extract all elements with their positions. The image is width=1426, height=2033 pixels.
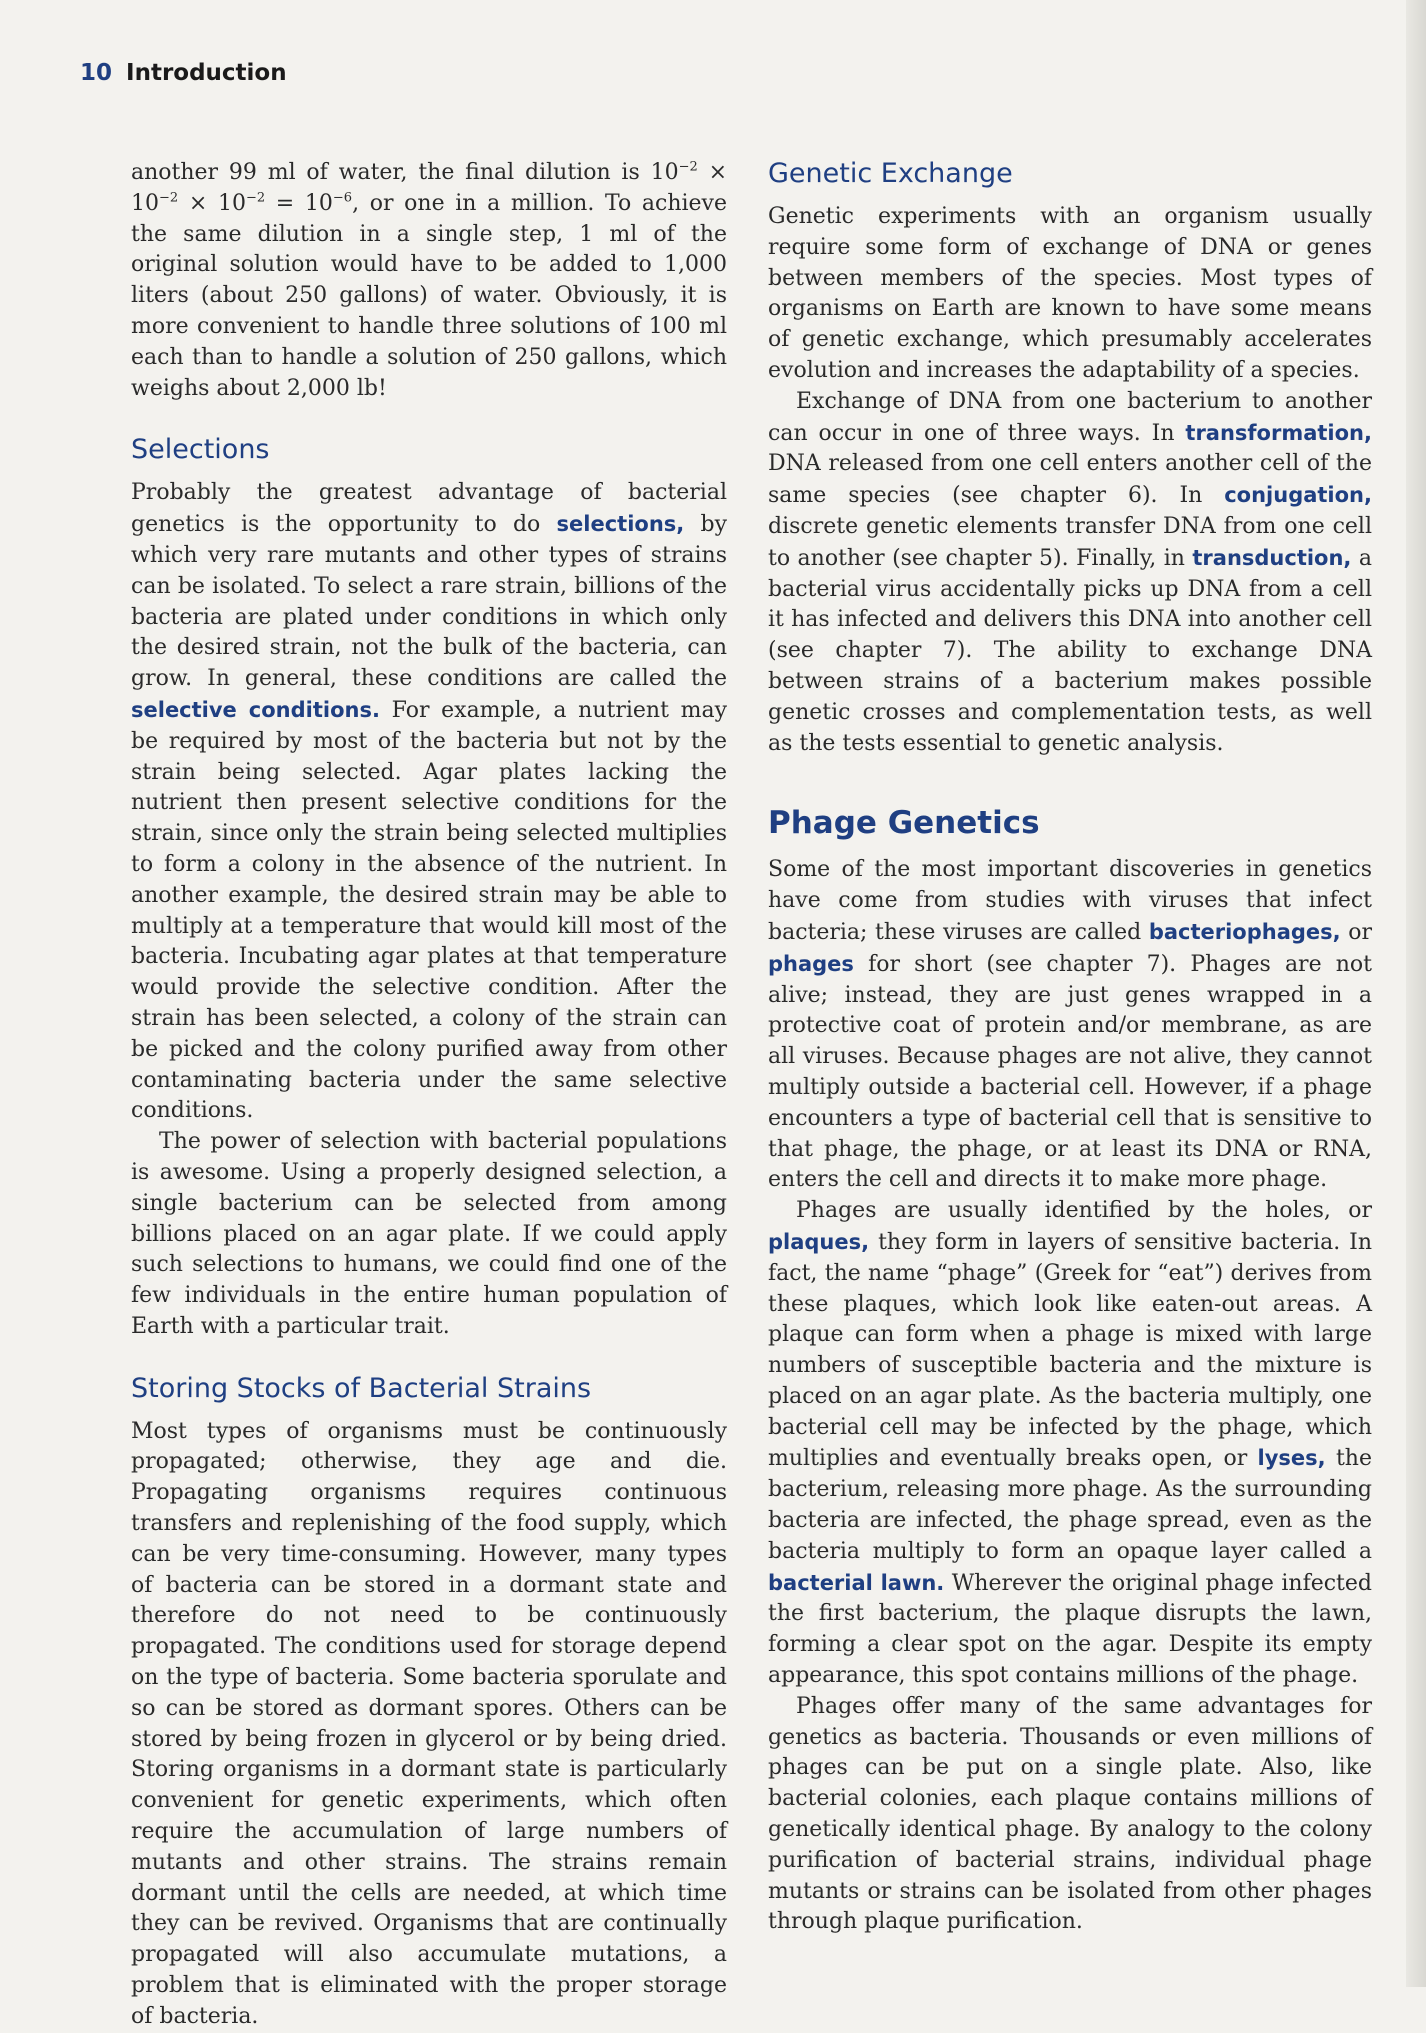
term-conjugation: conjugation, [1224, 483, 1372, 508]
genetic-exchange-heading: Genetic Exchange [768, 158, 1013, 189]
selections-paragraph-2: The power of selection with bacterial populations is awesome. Using a properly designed selection, a single bacterium can be selected from among billions placed on an agar plate. If we could apply such selections to humans, we could find one of the few individuals in the entire human population of Earth with a particular trait. [131, 1129, 727, 1339]
exchange-paragraph-2: Exchange of DNA from one bacterium to another can occur in one of three ways. In transformation, DNA released from one cell enters another cell of the same species (see chapter 6). In conjugation, discrete genetic elements transfer DNA from one cell to another (see chapter 5). Finally, in transduction, a bacterial virus accidentally picks up DNA from a cell it has infected and delivers this DNA into another cell (see chapter 7). The ability to exchange DNA between strains of a bacterium makes possible genetic crosses and complementation tests, as well as the tests essential to genetic analysis. [768, 388, 1373, 756]
selections-paragraph-1: Probably the greatest advantage of bacterial genetics is the opportunity to do selections, by which very rare mutants and other types of strains can be isolated. To select a rare strain, billions of the bacteria are plated under conditions in which only the desired strain, not the bulk of the bacteria, can grow. In general, these conditions are called the selective conditions. For example, a nutrient may be required by most of the bacteria but not by the strain being selected. Agar plates lacking the nutrient then present selective conditions for the strain, since only the strain being selected multiplies to form a colony in the absence of the nutrient. In another example, the desired strain may be able to multiply at a temperature that would kill most of the bacteria. Incubating agar plates at that temperature would provide the selective condition. After the strain has been selected, a colony of the strain can be picked and the colony purified away from other contaminating bacteria under the same selective conditions. [131, 480, 727, 1124]
dilution-paragraph: another 99 ml of water, the final dilution is $10^{-2} \times 10^{-2} \times 10^{-2} = 10^{-6}$, or one in a million. To achieve the same dilution in a single step, 1 ml of the original solution would have to be added to 1,000 liters (about 250 gallons) of water. Obviously, it is more convenient to handle three solutions of 100 ml each than to handle a solution of 250 gallons, which weighs about 2,000 lb! [131, 159, 728, 401]
term-lyses: lyses, [1257, 1446, 1326, 1471]
phage-paragraph-3: Phages offer many of the same advantages for genetics as bacteria. Thousands or even millions of phages can be put on a single plate. Also, like bacterial colonies, each plaque contains millions of genetically identical phage. By analogy to the colony purification of bacterial strains, individual phage mutants or strains can be isolated from other phages through plaque purification. [768, 1693, 1372, 1935]
right-column [768, 158, 1372, 1938]
exchange-paragraph-1: Genetic experiments with an organism usually require some form of exchange of DNA or genes between members of the species. Most types of organisms on Earth are known to have some means of genetic exchange, which presumably accelerates evolution and increases the adaptability of a species. [768, 204, 1372, 383]
term-transformation: transformation, [1185, 420, 1372, 445]
running-header [80, 60, 287, 86]
term-bacterial-lawn: bacterial lawn. [768, 1570, 945, 1595]
phage-paragraph-1: Some of the most important discoveries in genetics have come from studies with viruses that infect bacteria; these viruses are called bacteriophages, or phages for short (see chapter 7). Phages are not alive; instead, they are just genes wrapped in a protective coat of protein and/or membrane, as are all viruses. Because phages are not alive, they cannot multiply outside a bacterial cell. However, if a phage encounters a type of bacterial cell that is sensitive to that phage, the phage, or at least its DNA or RNA, enters the cell and directs it to make more phage. [768, 857, 1372, 1193]
storing-heading: Storing Stocks of Bacterial Strains [131, 1372, 592, 1404]
phage-genetics-heading: Phage Genetics [768, 805, 1040, 842]
chapter-title: Introduction [126, 60, 287, 86]
phage-paragraph-2: Phages are usually identified by the holes, or plaques, they form in layers of sensitive bacteria. In fact, the name “phage” (Greek for “eat”) derives from these plaques, which look like eaten-out areas. A plaque can form when a phage is mixed with large numbers of susceptible bacteria and the mixture is placed on an agar plate. As the bacteria multiply, one bacterial cell may be infected by the phage, which multiplies and eventually breaks open, or lyses, the bacterium, releasing more phage. As the surrounding bacteria are infected, the phage spread, even as the bacteria multiply to form an opaque layer called a bacterial lawn. Wherever the original phage infected the first bacterium, the plaque disrupts the lawn, forming a clear spot on the agar. Despite its empty appearance, this spot contains millions of the phage. [768, 1198, 1372, 1689]
page-edge [1406, 0, 1426, 1987]
page-number: 10 [80, 60, 113, 86]
term-transduction: transduction, [1192, 545, 1352, 570]
term-phages: phages [768, 951, 854, 976]
term-plaques: plaques, [768, 1229, 870, 1254]
storing-paragraph: Most types of organisms must be continuously propagated; otherwise, they age and die. Propagating organisms requires continuous transfers and replenishing of the food supply, which can be very time-consuming. However, many types of bacteria can be stored in a dormant state and therefore do not need to be continuously propagated. The conditions used for storage depend on the type of bacteria. Some bacteria sporulate and so can be stored as dormant spores. Others can be stored by being frozen in glycerol or by being dried. Storing organisms in a dormant state is particularly convenient for genetic experiments, which often require the accumulation of large numbers of mutants and other strains. The strains remain dormant until the cells are needed, at which time they can be revived. Organisms that are continually propagated will also accumulate mutations, a problem that is eliminated with the proper storage of bacteria. [131, 1418, 727, 2029]
selections-heading: Selections [131, 434, 270, 466]
term-bacteriophages: bacteriophages, [1148, 919, 1341, 944]
left-column [131, 158, 727, 2033]
term-selective-conditions: selective conditions. [131, 697, 380, 722]
term-selections: selections, [556, 512, 685, 537]
